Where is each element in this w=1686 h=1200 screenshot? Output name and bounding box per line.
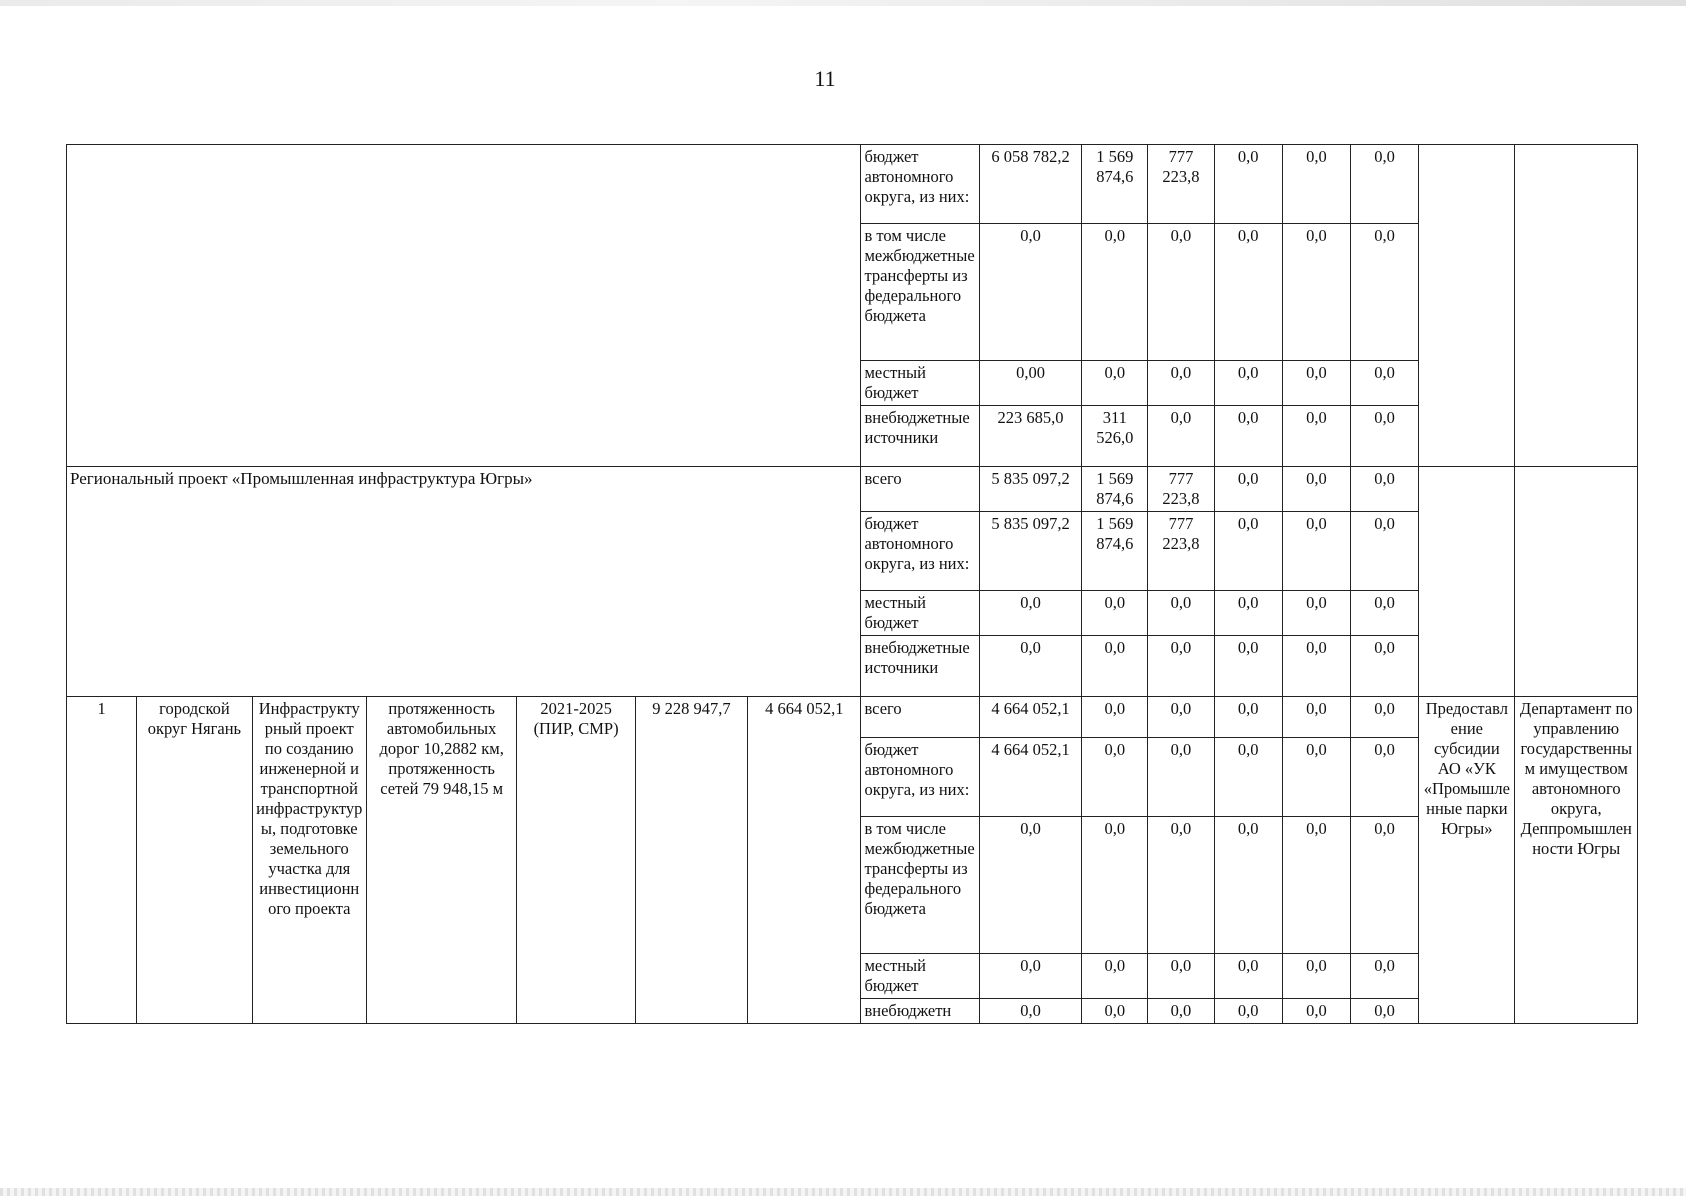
amount-2025: 0,0: [1350, 406, 1418, 467]
amount-2024: 0,0: [1282, 999, 1350, 1024]
amount-2022: 0,0: [1148, 636, 1214, 697]
amount-2021: 0,0: [1082, 954, 1148, 999]
amount-2021: 311 526,0: [1082, 406, 1148, 467]
amount-2021: 0,0: [1082, 361, 1148, 406]
amount-2024: 0,0: [1282, 361, 1350, 406]
amount-2023: 0,0: [1214, 361, 1282, 406]
amount-2024: 0,0: [1282, 145, 1350, 224]
funding-source: местный бюджет: [861, 361, 979, 406]
project-name: Инфраструктурный проект по созданию инженерной и транспортной инфраструктуры, подготовке земельного участка для инвестиционного проекта: [252, 697, 366, 1024]
amount-2023: 0,0: [1214, 738, 1282, 817]
amount-2022: 0,0: [1148, 591, 1214, 636]
amount-2022: 0,0: [1148, 406, 1214, 467]
amount-2024: 0,0: [1282, 512, 1350, 591]
amount-2023: 0,0: [1214, 954, 1282, 999]
blank-responsible-cell: [1515, 467, 1638, 697]
amount-2021: 1 569 874,6: [1082, 512, 1148, 591]
amount-total: 0,0: [979, 817, 1081, 954]
amount-2024: 0,0: [1282, 591, 1350, 636]
amount-2021: 1 569 874,6: [1082, 467, 1148, 512]
amount-2025: 0,0: [1350, 512, 1418, 591]
table-row: [67, 467, 1638, 512]
amount-2025: 0,0: [1350, 999, 1418, 1024]
amount-2021: 0,0: [1082, 999, 1148, 1024]
amount-2023: 0,0: [1214, 591, 1282, 636]
amount-total: 4 664 052,1: [979, 738, 1081, 817]
amount-2023: 0,0: [1214, 467, 1282, 512]
amount-2022: 0,0: [1148, 817, 1214, 954]
amount-2022: 777 223,8: [1148, 145, 1214, 224]
amount-2024: 0,0: [1282, 817, 1350, 954]
project-period: 2021-2025 (ПИР, СМР): [517, 697, 635, 1024]
project-number: 1: [67, 697, 137, 1024]
page-number: 11: [814, 66, 836, 91]
budget-table: [66, 144, 1638, 1024]
project-remaining-cost: 4 664 052,1: [748, 697, 861, 1024]
amount-2021: 0,0: [1082, 738, 1148, 817]
amount-2021: 0,0: [1082, 591, 1148, 636]
amount-2022: 777 223,8: [1148, 467, 1214, 512]
amount-2025: 0,0: [1350, 361, 1418, 406]
amount-2023: 0,0: [1214, 817, 1282, 954]
amount-2021: 0,0: [1082, 636, 1148, 697]
amount-2022: 0,0: [1148, 697, 1214, 738]
funding-source: местный бюджет: [861, 954, 979, 999]
amount-total: 0,0: [979, 224, 1081, 361]
amount-2023: 0,0: [1214, 697, 1282, 738]
amount-2025: 0,0: [1350, 738, 1418, 817]
amount-2024: 0,0: [1282, 636, 1350, 697]
table-row: [67, 697, 1638, 738]
amount-total: 4 664 052,1: [979, 697, 1081, 738]
amount-total: 6 058 782,2: [979, 145, 1081, 224]
blank-responsible-cell: [1515, 145, 1638, 467]
amount-total: 0,00: [979, 361, 1081, 406]
amount-total: 0,0: [979, 636, 1081, 697]
amount-2025: 0,0: [1350, 467, 1418, 512]
project-estimated-cost: 9 228 947,7: [635, 697, 747, 1024]
amount-2024: 0,0: [1282, 406, 1350, 467]
amount-2022: 0,0: [1148, 954, 1214, 999]
amount-2025: 0,0: [1350, 145, 1418, 224]
funding-source: внебюджетные источники: [861, 636, 979, 697]
amount-2022: 0,0: [1148, 224, 1214, 361]
amount-total: 223 685,0: [979, 406, 1081, 467]
amount-2021: 1 569 874,6: [1082, 145, 1148, 224]
amount-2023: 0,0: [1214, 512, 1282, 591]
blank-mechanism-cell: [1419, 145, 1515, 467]
blank-mechanism-cell: [1419, 467, 1515, 697]
amount-2022: 0,0: [1148, 999, 1214, 1024]
amount-total: 0,0: [979, 591, 1081, 636]
funding-source: бюджет автономного округа, из них:: [861, 738, 979, 817]
amount-2025: 0,0: [1350, 954, 1418, 999]
amount-total: 0,0: [979, 999, 1081, 1024]
amount-2025: 0,0: [1350, 697, 1418, 738]
amount-2022: 0,0: [1148, 738, 1214, 817]
amount-2025: 0,0: [1350, 591, 1418, 636]
amount-2021: 0,0: [1082, 224, 1148, 361]
blank-merged-cell: [67, 145, 861, 467]
amount-2025: 0,0: [1350, 636, 1418, 697]
amount-2025: 0,0: [1350, 817, 1418, 954]
amount-2023: 0,0: [1214, 636, 1282, 697]
amount-2024: 0,0: [1282, 224, 1350, 361]
funding-source: внебюджетн: [861, 999, 979, 1024]
amount-2022: 0,0: [1148, 361, 1214, 406]
funding-source: внебюджетные источники: [861, 406, 979, 467]
scan-edge-bottom: [0, 1188, 1686, 1196]
amount-2023: 0,0: [1214, 999, 1282, 1024]
amount-2023: 0,0: [1214, 145, 1282, 224]
amount-2021: 0,0: [1082, 817, 1148, 954]
scan-edge-top: [0, 0, 1686, 6]
table-row: [67, 145, 1638, 224]
funding-source: местный бюджет: [861, 591, 979, 636]
amount-2024: 0,0: [1282, 467, 1350, 512]
project-capacity: протяженность автомобильных дорог 10,2882 км, протяженность сетей 79 948,15 м: [366, 697, 516, 1024]
funding-source: в том числе межбюджетные трансферты из федерального бюджета: [861, 817, 979, 954]
amount-total: 0,0: [979, 954, 1081, 999]
amount-2024: 0,0: [1282, 954, 1350, 999]
amount-2024: 0,0: [1282, 697, 1350, 738]
project-mechanism: Предоставление субсидии АО «УК «Промышленные парки Югры»: [1419, 697, 1515, 1024]
amount-2021: 0,0: [1082, 697, 1148, 738]
amount-2024: 0,0: [1282, 738, 1350, 817]
amount-2022: 777 223,8: [1148, 512, 1214, 591]
funding-source: бюджет автономного округа, из них:: [861, 145, 979, 224]
amount-2023: 0,0: [1214, 224, 1282, 361]
funding-source: всего: [861, 467, 979, 512]
funding-source: в том числе межбюджетные трансферты из федерального бюджета: [861, 224, 979, 361]
project-responsible: Департамент по управлению государственным имуществом автономного округа, Деппромышленности Югры: [1515, 697, 1638, 1024]
funding-source: бюджет автономного округа, из них:: [861, 512, 979, 591]
regional-project-title: Региональный проект «Промышленная инфраструктура Югры»: [67, 467, 861, 697]
amount-2023: 0,0: [1214, 406, 1282, 467]
project-municipality: городской округ Нягань: [137, 697, 252, 1024]
amount-2025: 0,0: [1350, 224, 1418, 361]
funding-source: всего: [861, 697, 979, 738]
amount-total: 5 835 097,2: [979, 467, 1081, 512]
amount-total: 5 835 097,2: [979, 512, 1081, 591]
